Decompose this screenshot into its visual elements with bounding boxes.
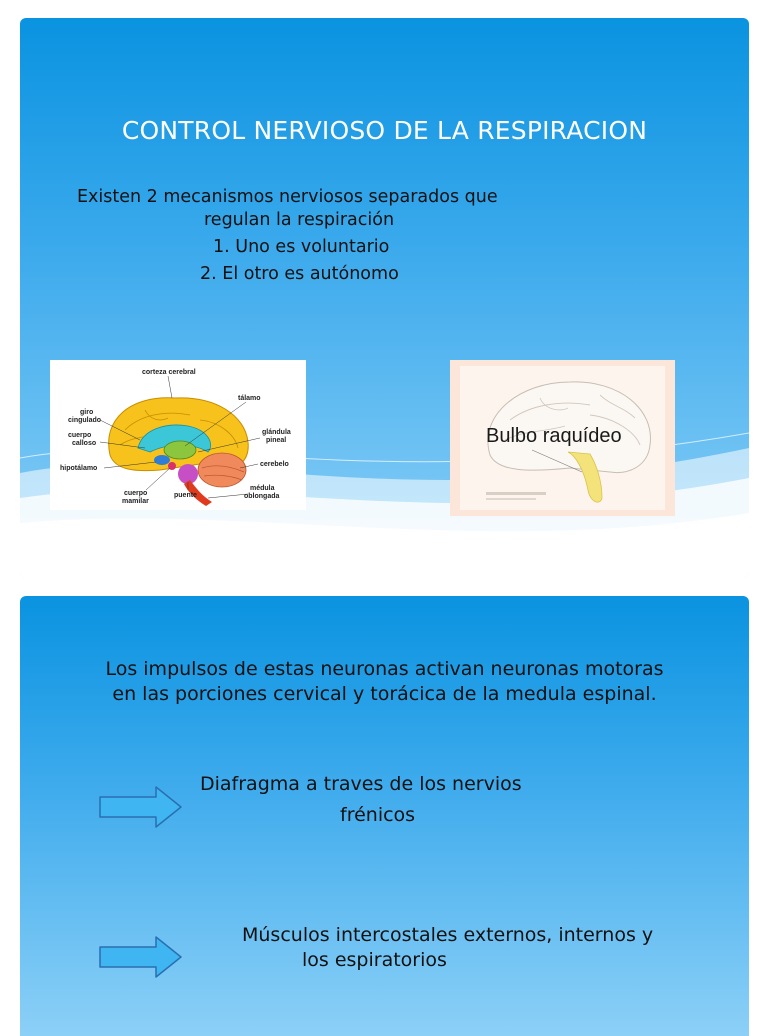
arrow-right-icon [98, 935, 184, 979]
label-cingulate-2: cingulado [68, 417, 102, 424]
bullet-intercostal-line-2: los espiratorios [302, 949, 447, 971]
label-corpus-1: cuerpo [68, 432, 92, 439]
label-thalamus: tálamo [238, 395, 261, 402]
label-medulla-2: oblongada [244, 493, 280, 500]
intro-line-1: Existen 2 mecanismos nerviosos separados que [77, 187, 498, 207]
slide-title: CONTROL NERVIOSO DE LA RESPIRACION [121, 116, 648, 145]
intro-line-2: regulan la respiración [204, 210, 395, 230]
label-pons: puente [174, 492, 197, 499]
bullet-diaphragm-line-1: Diafragma a traves de los nervios [200, 773, 522, 795]
label-hypothalamus: hipotálamo [60, 465, 98, 472]
paragraph-line-1: Los impulsos de estas neuronas activan neuronas motoras [105, 658, 664, 680]
slide-2 [20, 596, 749, 1036]
label-pineal-2: pineal [266, 437, 287, 444]
bulbo-caption: Bulbo raquídeo [486, 425, 622, 447]
label-cingulate-1: giro [80, 409, 94, 416]
label-mamillary-1: cuerpo [124, 490, 148, 497]
label-cerebral-cortex: corteza cerebral [142, 369, 196, 376]
bullet-intercostal-line-1: Músculos intercostales externos, internos y [242, 924, 654, 946]
list-item-voluntary: 1. Uno es voluntario [213, 237, 390, 257]
paragraph-line-2: en las porciones cervical y torácica de la medula espinal. [112, 683, 657, 705]
brain-anatomy-image [50, 360, 306, 510]
label-mamillary-2: mamilar [122, 498, 149, 505]
medulla-oblongata-image [450, 360, 675, 516]
list-item-autonomous: 2. El otro es autónomo [200, 264, 399, 284]
slide-1 [20, 18, 749, 578]
label-pineal-1: glándula [262, 429, 291, 436]
label-medulla-1: médula [250, 485, 275, 492]
bullet-diaphragm-line-2: frénicos [340, 804, 416, 826]
arrow-right-icon [98, 785, 184, 829]
label-cerebellum: cerebelo [260, 461, 289, 468]
label-corpus-2: calloso [72, 440, 97, 447]
